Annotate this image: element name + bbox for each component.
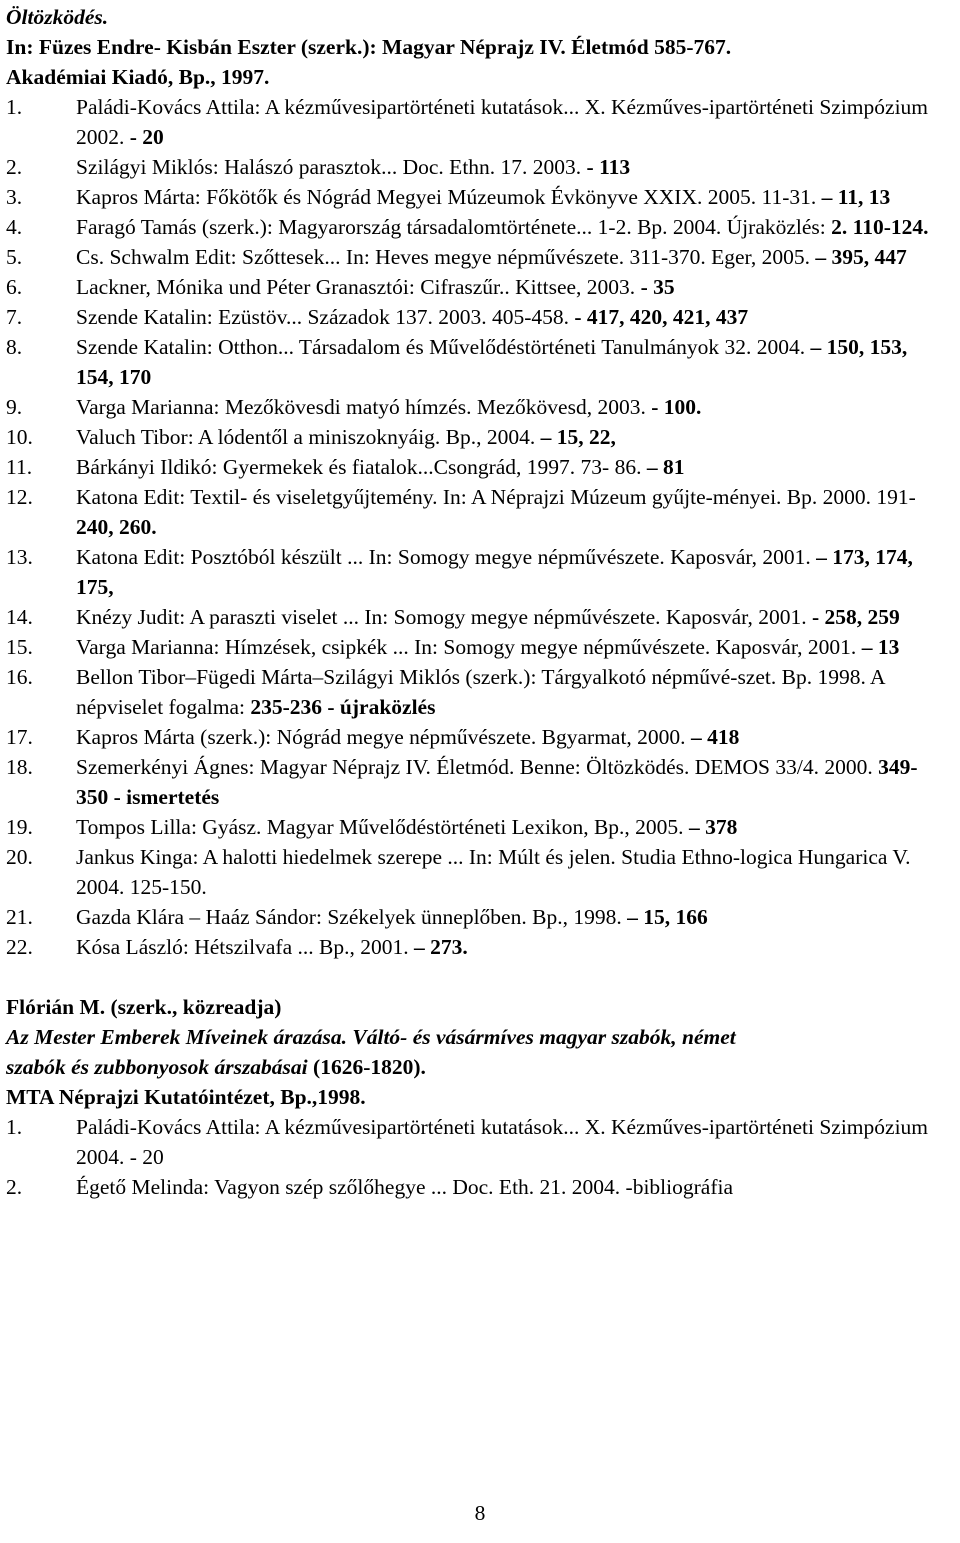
citation-item: [6, 812, 936, 842]
book-title-cont: [6, 1052, 936, 1082]
citation-pages: – 395, 447: [815, 245, 907, 269]
citation-body: Szende Katalin: Otthon... Társadalom és Művelődéstörténeti Tanulmányok 32. 2004.: [76, 335, 806, 359]
citation-number: 19.: [6, 815, 33, 839]
citation-text: [76, 212, 936, 242]
citation-body: Tompos Lilla: Gyász. Magyar Művelődéstörténeti Lexikon, Bp., 2005.: [76, 815, 684, 839]
citation-text: [76, 332, 936, 392]
citation-pages: - 35: [640, 275, 675, 299]
citation-body: Bárkányi Ildikó: Gyermekek és fiatalok...Csongrád, 1997. 73- 86.: [76, 455, 642, 479]
citation-body: Kapros Márta (szerk.): Nógrád megye népművészete. Bgyarmat, 2000.: [76, 725, 686, 749]
citation-text: [76, 452, 936, 482]
citation-item: [6, 242, 936, 272]
citation-text: [76, 662, 936, 722]
citation-text: [76, 92, 936, 152]
citation-body: Kapros Márta: Főkötők és Nógrád Megyei Múzeumok Évkönyve XXIX. 2005. 11-31.: [76, 185, 817, 209]
citation-number: 9.: [6, 395, 23, 419]
citation-pages: – 273.: [413, 935, 468, 959]
citation-item: [6, 92, 936, 152]
citation-text: [76, 752, 936, 812]
citation-text: [76, 422, 936, 452]
citation-item: [6, 902, 936, 932]
citation-body: Lackner, Mónika und Péter Granasztói: Cifraszűr.. Kittsee, 2003.: [76, 275, 636, 299]
citation-body: Paládi-Kovács Attila: A kézművesipartörténeti kutatások... X. Kézműves-ipartörténeti Szimpózium 2004. - 20: [76, 1115, 929, 1169]
citation-list: [6, 92, 936, 962]
citation-pages: – 81: [646, 455, 685, 479]
citation-pages: – 13: [861, 635, 900, 659]
citation-number: 11.: [6, 455, 33, 479]
citation-number: 12.: [6, 485, 33, 509]
citation-pages: 240, 260.: [76, 515, 157, 539]
citation-item: [6, 602, 936, 632]
citation-text: [76, 152, 936, 182]
citation-text: [76, 482, 936, 542]
citation-body: Faragó Tamás (szerk.): Magyarország társadalomtörténete... 1-2. Bp. 2004. Újraközlés:: [76, 215, 826, 239]
citation-body: Valuch Tibor: A lódentől a miniszoknyáig. Bp., 2004.: [76, 425, 536, 449]
citation-body: Kósa László: Hétszilvafa ... Bp., 2001.: [76, 935, 409, 959]
citation-body: Paládi-Kovács Attila: A kézművesipartörténeti kutatások... X. Kézműves-ipartörténeti Szimpózium 2002.: [76, 95, 929, 149]
citation-item: [6, 332, 936, 392]
citation-number: 20.: [6, 845, 33, 869]
citation-text: [76, 632, 936, 662]
citation-item: [6, 152, 936, 182]
book-publisher: MTA Néprajzi Kutatóintézet, Bp.,1998.: [6, 1085, 366, 1109]
citation-item: [6, 632, 936, 662]
citation-pages: - 20: [129, 125, 164, 149]
citation-number: 14.: [6, 605, 33, 629]
citation-item: [6, 452, 936, 482]
citation-number: 15.: [6, 635, 33, 659]
citation-text: [76, 182, 936, 212]
citation-item: [6, 302, 936, 332]
citation-number: 22.: [6, 935, 33, 959]
citation-pages: – 378: [688, 815, 738, 839]
citation-text: [76, 932, 936, 962]
book-author: Flórián M. (szerk., közreadja): [6, 995, 282, 1019]
book-title-part: szabók és zubbonyosok árszabásai: [6, 1055, 308, 1079]
citation-text: [76, 842, 936, 902]
citation-body: Szende Katalin: Ezüstöv... Századok 137. 2003. 405-458.: [76, 305, 569, 329]
citation-item: [6, 1112, 936, 1172]
citation-text: [76, 1172, 936, 1202]
citation-list: [6, 1112, 936, 1202]
citation-body: Gazda Klára – Haáz Sándor: Székelyek ünneplőben. Bp., 1998.: [76, 905, 622, 929]
citation-body: Varga Marianna: Hímzések, csipkék ... In: Somogy megye népművészete. Kaposvár, 2001.: [76, 635, 857, 659]
citation-body: Szemerkényi Ágnes: Magyar Néprajz IV. Életmód. Benne: Öltözködés. DEMOS 33/4. 2000.: [76, 755, 873, 779]
source-line: Akadémiai Kiadó, Bp., 1997.: [6, 65, 270, 89]
source-line: In: Füzes Endre- Kisbán Eszter (szerk.): Magyar Néprajz IV. Életmód 585-767.: [6, 35, 732, 59]
citation-number: 1.: [6, 1115, 23, 1139]
citation-text: [76, 302, 936, 332]
citation-text: [76, 1112, 936, 1172]
book-title: Az Mester Emberek Míveinek árazása. Váltó- és vásármíves magyar szabók, német: [6, 1025, 736, 1049]
citation-text: [76, 542, 936, 602]
citation-body: Varga Marianna: Mezőkövesdi matyó hímzés. Mezőkövesd, 2003.: [76, 395, 646, 419]
citation-pages: 235-236 - újraközlés: [250, 695, 436, 719]
citation-pages: – 173, 174, 175,: [76, 545, 913, 599]
book-title-years: (1626-1820).: [307, 1055, 426, 1079]
citation-body: Katona Edit: Posztóból készült ... In: Somogy megye népművészete. Kaposvár, 2001.: [76, 545, 811, 569]
citation-item: [6, 422, 936, 452]
citation-body: Szilágyi Miklós: Halászó parasztok... Doc. Ethn. 17. 2003.: [76, 155, 582, 179]
citation-item: [6, 272, 936, 302]
citation-item: [6, 1172, 936, 1202]
citation-text: [76, 242, 936, 272]
citation-body: Cs. Schwalm Edit: Szőttesek... In: Heves megye népművészete. 311-370. Eger, 2005.: [76, 245, 810, 269]
section-title: Öltözködés.: [6, 5, 109, 29]
citation-pages: – 418: [690, 725, 740, 749]
citation-text: [76, 902, 936, 932]
citation-pages: - 113: [586, 155, 631, 179]
citation-number: 17.: [6, 725, 33, 749]
citation-number: 2.: [6, 1175, 23, 1199]
citation-body: Knézy Judit: A paraszti viselet ... In: Somogy megye népművészete. Kaposvár, 2001.: [76, 605, 807, 629]
citation-number: 21.: [6, 905, 33, 929]
citation-pages: – 11, 13: [821, 185, 891, 209]
citation-number: 13.: [6, 545, 33, 569]
citation-item: [6, 182, 936, 212]
citation-item: [6, 482, 936, 542]
citation-pages: – 150, 153, 154, 170: [76, 335, 908, 389]
citation-pages: 2. 110-124.: [831, 215, 929, 239]
citation-number: 8.: [6, 335, 23, 359]
citation-number: 4.: [6, 215, 23, 239]
citation-text: [76, 602, 936, 632]
citation-body: Jankus Kinga: A halotti hiedelmek szerepe ... In: Múlt és jelen. Studia Ethno-logica Hungarica V. 2004. 125-150.: [76, 845, 911, 899]
citation-item: [6, 932, 936, 962]
citation-pages: – 15, 22,: [540, 425, 616, 449]
citation-number: 1.: [6, 95, 23, 119]
citation-body: Katona Edit: Textil- és viseletgyűjtemény. In: A Néprajzi Múzeum gyűjte-ményei. Bp. 2000. 191-: [76, 485, 916, 509]
citation-number: 3.: [6, 185, 23, 209]
citation-pages: - 258, 259: [811, 605, 900, 629]
citation-item: [6, 662, 936, 722]
citation-number: 2.: [6, 155, 23, 179]
citation-pages: 349-350 - ismertetés: [76, 755, 918, 809]
citation-item: [6, 842, 936, 902]
citation-pages: – 15, 166: [627, 905, 708, 929]
citation-pages: - 417, 420, 421, 437: [574, 305, 749, 329]
citation-item: [6, 722, 936, 752]
citation-item: [6, 542, 936, 602]
citation-number: 7.: [6, 305, 23, 329]
document-page: [6, 2, 936, 1202]
citation-body: Bellon Tibor–Fügedi Márta–Szilágyi Miklós (szerk.): Tárgyalkotó népművé-szet. Bp. 1998. A népviselet fogalma:: [76, 665, 885, 719]
citation-pages: - 100.: [651, 395, 702, 419]
citation-item: [6, 752, 936, 812]
citation-text: [76, 722, 936, 752]
citation-text: [76, 812, 936, 842]
citation-number: 10.: [6, 425, 33, 449]
citation-text: [76, 272, 936, 302]
citation-body: Égető Melinda: Vagyon szép szőlőhegye ... Doc. Eth. 21. 2004. -bibliográfia: [76, 1175, 733, 1199]
page-number: 8: [474, 1501, 486, 1525]
citation-number: 16.: [6, 665, 33, 689]
citation-number: 6.: [6, 275, 23, 299]
citation-text: [76, 392, 936, 422]
citation-item: [6, 392, 936, 422]
citation-item: [6, 212, 936, 242]
citation-number: 18.: [6, 755, 33, 779]
citation-number: 5.: [6, 245, 23, 269]
